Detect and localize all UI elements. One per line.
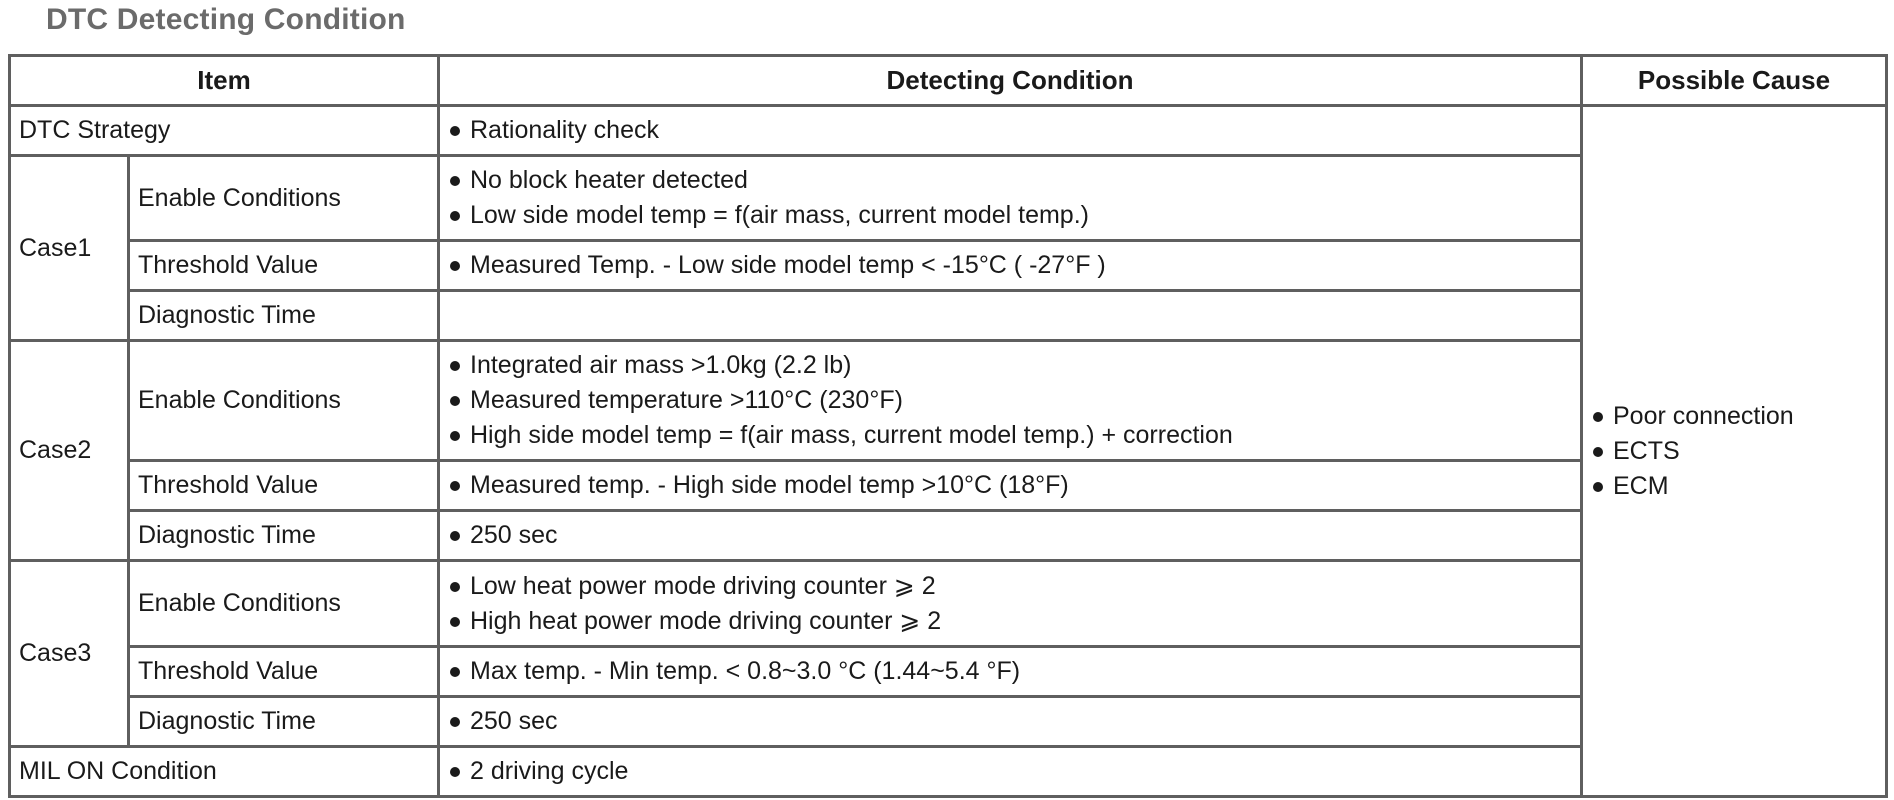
case2-threshold-conditions xyxy=(439,461,1582,511)
condition-item: 250 sec xyxy=(448,518,1572,553)
case2-threshold-label: Threshold Value xyxy=(129,461,439,511)
case3-threshold-label: Threshold Value xyxy=(129,647,439,697)
case1-diagnostic-label: Diagnostic Time xyxy=(129,291,439,341)
header-detecting-condition: Detecting Condition xyxy=(439,56,1582,106)
case3-enable-conditions xyxy=(439,561,1582,647)
case2-diagnostic-label: Diagnostic Time xyxy=(129,511,439,561)
mil-on-label: MIL ON Condition xyxy=(10,747,439,797)
header-row xyxy=(10,56,1887,106)
cause-item: ECTS xyxy=(1591,434,1877,469)
case1-threshold-conditions xyxy=(439,241,1582,291)
condition-item: Rationality check xyxy=(448,113,1572,148)
case2-enable-label: Enable Conditions xyxy=(129,341,439,461)
dtc-table xyxy=(8,54,1888,798)
case3-diagnostic-conditions xyxy=(439,697,1582,747)
case3-enable-label: Enable Conditions xyxy=(129,561,439,647)
page-title: DTC Detecting Condition xyxy=(46,3,406,36)
condition-item: No block heater detected xyxy=(448,163,1572,198)
condition-item: Measured Temp. - Low side model temp < -15°C ( -27°F ) xyxy=(448,248,1572,283)
cause-item: ECM xyxy=(1591,469,1877,504)
condition-item: 250 sec xyxy=(448,704,1572,739)
table-row xyxy=(10,106,1887,156)
case2-label: Case2 xyxy=(10,341,129,561)
condition-item: High heat power mode driving counter ⩾ 2 xyxy=(448,604,1572,639)
case1-enable-conditions xyxy=(439,156,1582,241)
condition-item: Low side model temp = f(air mass, current model temp.) xyxy=(448,198,1572,233)
case3-threshold-conditions xyxy=(439,647,1582,697)
case2-enable-conditions xyxy=(439,341,1582,461)
cause-item: Poor connection xyxy=(1591,399,1877,434)
case1-diagnostic-conditions xyxy=(439,291,1582,341)
dtc-strategy-label: DTC Strategy xyxy=(10,106,439,156)
mil-on-conditions xyxy=(439,747,1582,797)
dtc-strategy-conditions xyxy=(439,106,1582,156)
case2-diagnostic-conditions xyxy=(439,511,1582,561)
case3-diagnostic-label: Diagnostic Time xyxy=(129,697,439,747)
header-item: Item xyxy=(10,56,439,106)
condition-item: Max temp. - Min temp. < 0.8~3.0 °C (1.44~5.4 °F) xyxy=(448,654,1572,689)
condition-item: Measured temperature >110°C (230°F) xyxy=(448,383,1572,418)
case1-enable-label: Enable Conditions xyxy=(129,156,439,241)
condition-item: Low heat power mode driving counter ⩾ 2 xyxy=(448,569,1572,604)
condition-item: 2 driving cycle xyxy=(448,754,1572,789)
condition-item: Measured temp. - High side model temp >10°C (18°F) xyxy=(448,468,1572,503)
case1-label: Case1 xyxy=(10,156,129,341)
possible-cause-cell xyxy=(1582,106,1887,797)
case3-label: Case3 xyxy=(10,561,129,747)
case1-threshold-label: Threshold Value xyxy=(129,241,439,291)
condition-item: High side model temp = f(air mass, current model temp.) + correction xyxy=(448,418,1572,453)
header-possible-cause: Possible Cause xyxy=(1582,56,1887,106)
condition-item: Integrated air mass >1.0kg (2.2 lb) xyxy=(448,348,1572,383)
